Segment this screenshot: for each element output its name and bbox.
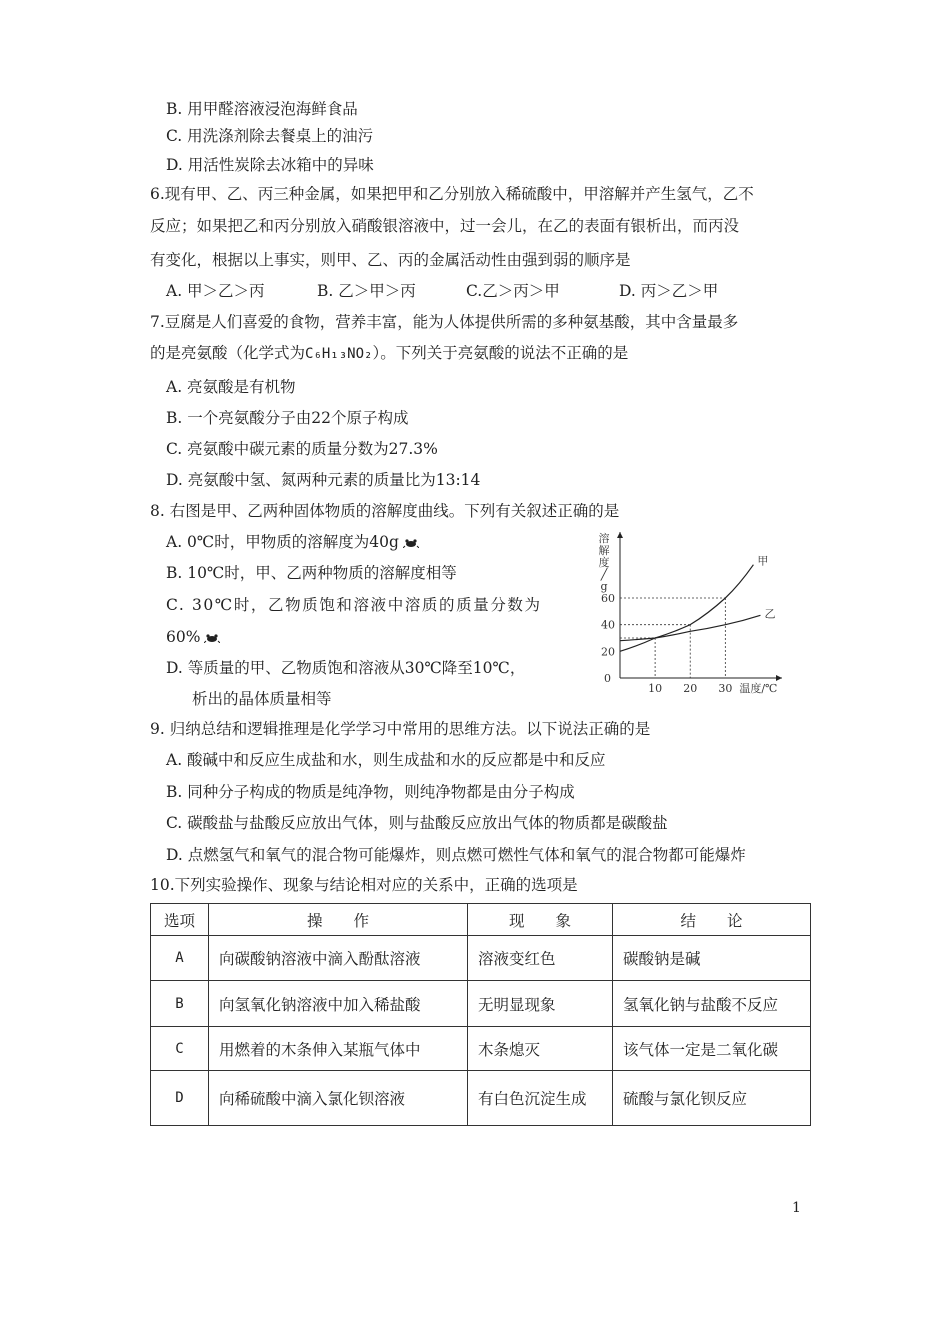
series-label: 乙 (764, 607, 776, 621)
q6-option-a: A. 甲＞乙＞丙 (166, 282, 265, 300)
q8-option-d-line1: D. 等质量的甲、乙物质饱和溶液从30℃降至10℃， (166, 659, 526, 677)
table-row (151, 936, 811, 981)
table-row (151, 981, 811, 1027)
frog-icon (204, 633, 220, 643)
series-label: 甲 (757, 554, 769, 568)
row-operation: 向碳酸钠溶液中滴入酚酞溶液 (209, 936, 468, 981)
y-tick-label: 40 (601, 618, 615, 632)
row-operation: 向稀硫酸中滴入氯化钡溶液 (209, 1071, 468, 1126)
row-conclusion: 碳酸钠是碱 (613, 936, 811, 981)
row-conclusion: 该气体一定是二氧化碳 (613, 1027, 811, 1071)
row-phenomenon: 木条熄灭 (468, 1027, 613, 1071)
table-row (151, 1071, 811, 1126)
q7-stem-pre: 的是亮氨酸（化学式为 (150, 344, 306, 362)
row-phenomenon: 有白色沉淀生成 (468, 1071, 613, 1126)
row-phenomenon: 无明显现象 (468, 981, 613, 1027)
row-conclusion: 氢氧化钠与盐酸不反应 (613, 981, 811, 1027)
q9-stem: 9. 归纳总结和逻辑推理是化学学习中常用的思维方法。以下说法正确的是 (150, 720, 651, 738)
x-tick-label: 20 (683, 682, 698, 695)
y-axis-label-char: 解 (598, 544, 610, 557)
y-axis-label-char: 溶 (598, 532, 610, 545)
row-operation: 向氢氧化钠溶液中加入稀盐酸 (209, 981, 468, 1027)
q9-option-a: A. 酸碱中和反应生成盐和水，则生成盐和水的反应都是中和反应 (166, 751, 606, 769)
x-tick-label: 30 (718, 682, 733, 695)
q7-stem-post: ）。下列关于亮氨酸的说法不正确的是 (372, 344, 629, 362)
y-axis-label-char: g (600, 580, 608, 593)
q7-stem-line1: 7.豆腐是人们喜爱的食物，营养丰富，能为人体提供所需的多种氨基酸，其中含量最多 (150, 313, 739, 331)
header-conclusion: 结 论 (613, 904, 811, 936)
q8-option-a (166, 532, 419, 552)
x-axis-label: 温度/℃ (739, 682, 778, 695)
q6-option-b: B. 乙＞甲＞丙 (317, 282, 416, 300)
row-option: A (151, 936, 209, 981)
q10-stem: 10.下列实验操作、现象与结论相对应的关系中，正确的选项是 (150, 876, 578, 894)
q8-option-c-line2 (166, 627, 220, 647)
q9-option-d: D. 点燃氢气和氧气的混合物可能爆炸，则点燃可燃性气体和氧气的混合物都可能爆炸 (166, 846, 746, 864)
q8-option-c-line1: C. 30℃时，乙物质饱和溶液中溶质的质量分数为 (166, 596, 542, 614)
row-phenomenon: 溶液变红色 (468, 936, 613, 981)
q8-option-c-text: 60% (166, 628, 201, 646)
q7-option-c: C. 亮氨酸中碳元素的质量分数为27.3% (166, 440, 438, 458)
row-option: D (151, 1071, 209, 1126)
origin-label: 0 (604, 672, 611, 685)
y-axis-label-char: ╱ (600, 568, 608, 581)
row-conclusion: 硫酸与氯化钡反应 (613, 1071, 811, 1126)
y-tick-label: 60 (601, 592, 615, 605)
page-number: 1 (792, 1200, 801, 1216)
q9-option-c: C. 碳酸盐与盐酸反应放出气体，则与盐酸反应放出气体的物质都是碳酸盐 (166, 814, 668, 832)
q6-stem-line1: 6.现有甲、乙、丙三种金属，如果把甲和乙分别放入稀硫酸中，甲溶解并产生氢气，乙不 (150, 185, 754, 203)
q8-option-b: B. 10℃时，甲、乙两种物质的溶解度相等 (166, 564, 457, 582)
q6-option-d: D. 丙＞乙＞甲 (619, 282, 719, 300)
q9-option-b: B. 同种分子构成的物质是纯净物，则纯净物都是由分子构成 (166, 783, 575, 801)
q8-option-a-text: A. 0℃时，甲物质的溶解度为40g (166, 533, 399, 551)
q6-stem-line2: 反应；如果把乙和丙分别放入硝酸银溶液中，过一会儿，在乙的表面有银析出，而丙没 (150, 217, 740, 235)
q8-option-d-line2: 析出的晶体质量相等 (192, 690, 332, 708)
solubility-chart (592, 528, 792, 698)
y-tick-label: 20 (601, 645, 615, 659)
table-row (151, 1027, 811, 1071)
q7-formula: C₆H₁₃NO₂ (305, 346, 373, 362)
row-operation: 用燃着的木条伸入某瓶气体中 (209, 1027, 468, 1071)
row-option: B (151, 981, 209, 1027)
q7-option-a: A. 亮氨酸是有机物 (166, 378, 296, 396)
q7-option-b: B. 一个亮氨酸分子由22个原子构成 (166, 409, 409, 427)
header-phenomenon: 现 象 (468, 904, 613, 936)
y-axis-label-char: 度 (598, 556, 610, 569)
table-header-row (151, 904, 811, 936)
q6-stem-line3: 有变化，根据以上事实，则甲、乙、丙的金属活动性由强到弱的顺序是 (150, 251, 631, 269)
q7-option-d: D. 亮氨酸中氢、氮两种元素的质量比为13:14 (166, 471, 481, 489)
q5-option-b: B. 用甲醛溶液浸泡海鲜食品 (166, 100, 358, 118)
q6-option-c: C.乙＞丙＞甲 (466, 282, 560, 300)
q8-stem: 8. 右图是甲、乙两种固体物质的溶解度曲线。下列有关叙述正确的是 (150, 502, 620, 520)
x-axis-arrow (776, 675, 782, 681)
header-option: 选项 (151, 904, 209, 936)
x-tick-label: 10 (648, 682, 663, 695)
y-axis-arrow (617, 532, 623, 538)
q10-table (150, 903, 811, 1126)
row-option: C (151, 1027, 209, 1071)
q5-option-d: D. 用活性炭除去冰箱中的异味 (166, 156, 374, 174)
q7-stem-line2 (150, 343, 628, 364)
q5-option-c: C. 用洗涤剂除去餐桌上的油污 (166, 127, 374, 145)
header-operation: 操 作 (209, 904, 468, 936)
frog-icon (403, 538, 419, 548)
